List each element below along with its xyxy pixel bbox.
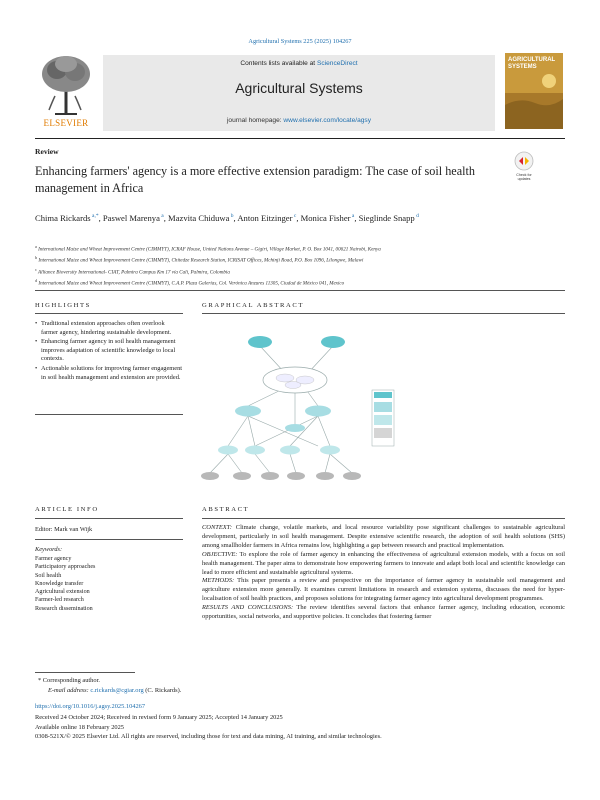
- highlights-heading: HIGHLIGHTS: [35, 302, 91, 309]
- abstract-paragraph: [202, 604, 565, 622]
- abstract-label: RESULTS AND CONCLUSIONS:: [202, 604, 294, 612]
- keywords-list: [35, 555, 95, 613]
- abstract-label: OBJECTIVE:: [202, 550, 238, 558]
- affiliations-rule: [35, 290, 565, 291]
- contents-available-line: [103, 60, 495, 67]
- journal-homepage-link[interactable]: www.elsevier.com/locate/agsy: [283, 117, 372, 124]
- keyword-item: Research dissemination: [35, 605, 93, 612]
- keywords-label: Keywords:: [35, 546, 63, 553]
- check-for-updates-button[interactable]: [510, 150, 538, 182]
- author-name[interactable]: Paswel Marenya: [102, 212, 160, 223]
- author-separator: ,: [98, 212, 103, 223]
- highlights-bottom-rule: [35, 414, 183, 415]
- affiliation-marker: b: [35, 255, 38, 261]
- author-affiliation-marker[interactable]: a: [159, 213, 164, 219]
- highlights-list: [35, 320, 183, 383]
- doi-link[interactable]: https://doi.org/10.1016/j.agsy.2025.104267: [35, 703, 146, 710]
- affiliation-item: [35, 266, 565, 277]
- available-online: Available online 18 February 2025: [35, 723, 124, 731]
- cover-title: AGRICULTURAL SYSTEMS: [508, 57, 556, 70]
- author-separator: ,: [296, 212, 301, 223]
- affiliation-item: [35, 277, 565, 288]
- affiliation-marker: a: [35, 244, 37, 249]
- author-separator: ,: [233, 212, 238, 223]
- author-affiliation-marker[interactable]: a,*: [90, 213, 99, 219]
- author-name[interactable]: Sieglinde Snapp: [358, 212, 415, 223]
- abstract-paragraph: [202, 551, 565, 578]
- abstract-heading: ABSTRACT: [202, 506, 250, 513]
- abstract-text: Climate change, volatile markets, and local resource variability pose significant challenges to sustainable agricultural development, particularly in soil health management. Despite extensive scientific research, the adoption of soil health solutions (SHS) among smallholder farmers in Africa remains low, highlighting a gap between research and practical implementation.: [202, 524, 565, 549]
- affiliation-text: Alliance Bioversity International- CIAT, Palmira Campus Km 17 vía Cali, Palmira, Colombia: [36, 269, 230, 276]
- publisher-name: ELSEVIER: [43, 118, 89, 128]
- email-footnote: [48, 687, 181, 694]
- abstract-paragraph: [202, 524, 565, 551]
- graphical-abstract-heading: GRAPHICAL ABSTRACT: [202, 302, 305, 309]
- corresponding-author-note: * Corresponding author.: [38, 677, 100, 684]
- received-dates: Received 24 October 2024; Received in revised form 9 January 2025; Accepted 14 January 2025: [35, 714, 283, 721]
- graphical-abstract-rule: [202, 313, 565, 314]
- abstract-paragraph: [202, 577, 565, 604]
- author-name[interactable]: Anton Eitzinger: [237, 212, 293, 223]
- copyright-line: 0308-521X/© 2025 Elsevier Ltd. All rights are reserved, including those for text and data mining, AI training, and similar technologies.: [35, 733, 382, 741]
- journal-reference-link[interactable]: Agricultural Systems 225 (2025) 104267: [248, 38, 352, 45]
- email-label: E-mail address:: [48, 687, 91, 694]
- author-list: [35, 210, 505, 225]
- article-title: Enhancing farmers' agency is a more effective extension paradigm: The case of soil health management in Africa: [35, 164, 475, 195]
- affiliation-marker: d: [35, 278, 38, 284]
- keyword-item: Farmer-led research: [35, 597, 84, 604]
- keyword-item: Soil health: [35, 572, 62, 579]
- affiliation-text: International Maize and Wheat Improvement Centre (CIMMYT), C.A.P. Plaza Galerías, Col. Verónica Anzures 11305, Ciudad de México 041, Mexico: [37, 281, 345, 288]
- abstract-rule: [202, 518, 565, 519]
- affiliation-list: [35, 243, 565, 289]
- abstract-text: To explore the role of farmer agency in enhancing the effectiveness of agricultural extension models, with a focus on soil health management. The paper aims to demonstrate how empowering farmers to innovate and adapt both local and scientific knowledge can lead to more efficient and sustainable agricultural systems.: [202, 550, 565, 576]
- author-name[interactable]: Mazvita Chiduwa: [168, 212, 230, 223]
- article-info-heading: ARTICLE INFO: [35, 506, 99, 513]
- affiliation-text: International Maize and Wheat Improvement Centre (CIMMYT), ICRAF House, United Nations Avenue – Gigiri, Village Market, P. O. Box 1041, 00621 Nairobi, Kenya: [36, 246, 381, 253]
- highlight-item: • Actionable solutions for improving farmer engagement in soil health management and extension are provided.: [35, 365, 183, 382]
- keyword-item: Knowledge transfer: [35, 580, 84, 587]
- article-info-rule: [35, 518, 183, 519]
- abstract-text: This paper presents a review and perspective on the importance of farmer agency in sustainable soil management and agriculture extension more generally. It examines current limitations in research and extension systems, discusses the need for hyper-localisation of soil health practices, and proposes solutions for integrating farmer agency into agricultural development programmes.: [202, 577, 565, 603]
- abstract-body: [202, 524, 565, 622]
- abstract-text: The review identifies several factors that enhance farmer agency, including education, economic opportunities, social networks, and supportive policies. It concludes that fostering farmer: [202, 604, 565, 621]
- keyword-item: Farmer agency: [35, 556, 72, 562]
- journal-homepage-line: [103, 117, 495, 124]
- abstract-label: METHODS:: [202, 577, 235, 585]
- abstract-label: CONTEXT:: [202, 524, 233, 531]
- highlight-item: • Traditional extension approaches often overlook farmer agency, hindering sustainable development.: [35, 320, 183, 337]
- email-suffix: (C. Rickards).: [143, 687, 182, 694]
- graphical-abstract-figure[interactable]: [190, 318, 570, 498]
- editor-line: Editor: Mark van Wijk: [35, 526, 93, 533]
- keyword-item: Agricultural extension: [35, 589, 90, 596]
- homepage-prefix: journal homepage:: [226, 117, 284, 124]
- article-history: [35, 713, 382, 742]
- journal-title: Agricultural Systems: [235, 80, 363, 96]
- author-name[interactable]: Chima Rickards: [35, 212, 91, 223]
- author-name[interactable]: Monica Fisher: [300, 212, 351, 223]
- affiliation-text: International Maize and Wheat Improvement Centre (CIMMYT), Chitedze Research Station, ICRISAT Offices, Mchinji Road, P.O. Box 1096, Lilongwe, Malawi: [37, 258, 364, 265]
- author-affiliation-marker[interactable]: a: [350, 213, 355, 219]
- author-affiliation-marker[interactable]: b: [229, 213, 234, 219]
- affiliation-item: [35, 254, 565, 265]
- author-separator: ,: [354, 212, 359, 223]
- article-type: Review: [35, 147, 59, 156]
- contents-prefix: Contents lists available at: [240, 60, 317, 67]
- check-for-updates-label: Check for updates: [516, 173, 532, 181]
- affiliation-item: [35, 243, 565, 254]
- highlights-rule: [35, 313, 183, 314]
- author-separator: ,: [163, 212, 169, 223]
- keyword-item: Participatory approaches: [35, 564, 96, 571]
- affiliation-marker: c: [35, 266, 37, 272]
- highlight-item: • Enhancing farmer agency in soil health management improves adaptation of scientific knowledge to local contexts.: [35, 338, 183, 364]
- author-affiliation-marker[interactable]: d: [414, 213, 419, 219]
- editor-rule: [35, 539, 183, 540]
- footnote-rule: [35, 672, 135, 673]
- email-link[interactable]: c.rickards@cgiar.org: [90, 687, 144, 694]
- journal-cover-image[interactable]: [505, 53, 563, 129]
- sciencedirect-link[interactable]: ScienceDirect: [316, 60, 358, 67]
- author-affiliation-marker[interactable]: c: [292, 213, 297, 219]
- header-rule: [35, 138, 565, 139]
